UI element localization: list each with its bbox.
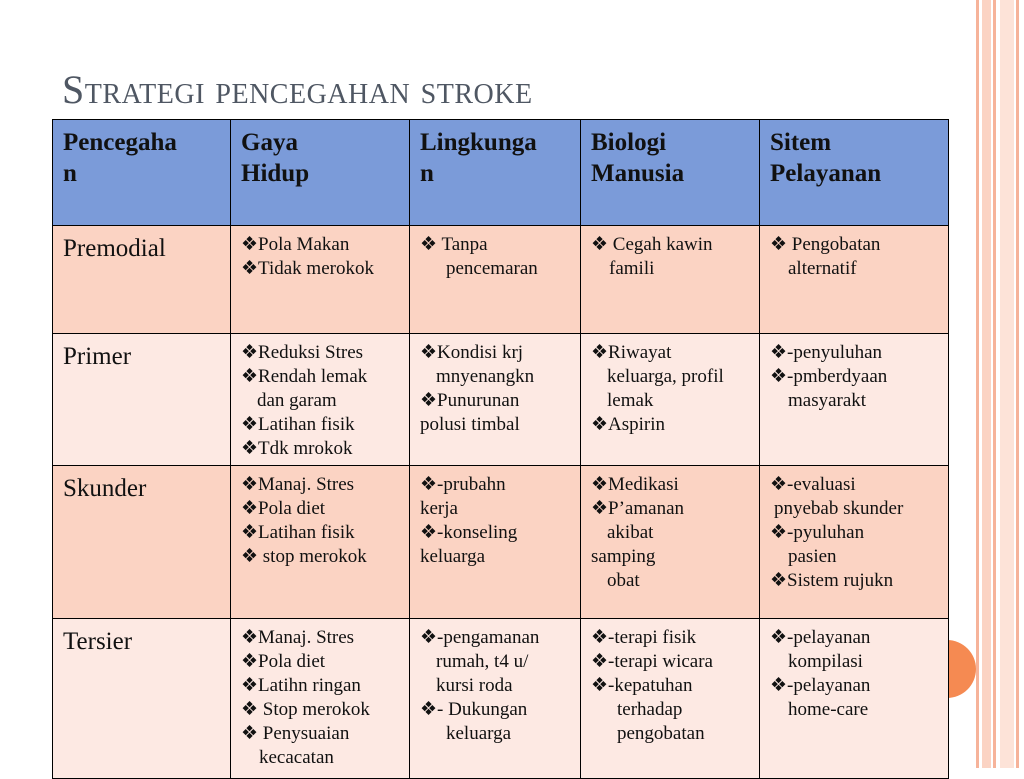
table-cell [410,226,581,334]
header-cell [53,120,231,226]
cell-text-line: terhadap [617,699,683,720]
cell-text-line: ❖Manaj. Stres [241,474,355,495]
table-cell [410,334,581,466]
cell-text-line: ❖Tdk mrokok [241,438,353,459]
header-text: Sitem [770,129,832,156]
cell-text-line: ❖Latihan fisik [241,522,355,543]
table-cell [231,334,410,466]
cell-text-line: famili [609,258,655,279]
cell-text-line: ❖Rendah lemak [241,366,368,387]
table-cell [760,466,949,619]
header-text: Pencegaha [63,129,177,156]
cell-text-line: ❖ Tanpa [420,234,488,255]
cell-text-line: alternatif [788,258,857,279]
header-text: Hidup [241,160,310,187]
cell-text-line: obat [607,570,640,591]
cell-text-line: pengobatan [617,723,705,744]
cell-text-line: dan garam [257,390,337,411]
cell-text-line: ❖-terapi fisik [591,627,697,648]
cell-text-line: ❖Aspirin [591,414,666,435]
table-row [53,466,949,619]
row-label: Skunder [53,466,231,619]
table-row [53,334,949,466]
cell-text-line: lemak [607,390,654,411]
cell-text-line: ❖Pola diet [241,651,326,672]
cell-text-line: ❖-pengamanan [420,627,540,648]
cell-text-line: ❖-prubahn [420,474,506,495]
cell-text-line: kursi roda [436,675,513,696]
cell-text-line: ❖ Pengobatan [770,234,881,255]
table-cell [410,619,581,779]
table-row [53,226,949,334]
cell-text-line: ❖ Penysuaian [241,723,350,744]
header-cell [760,120,949,226]
cell-text-line: ❖Punurunan [420,390,520,411]
cell-text-line: kerja [420,498,458,519]
table-cell [581,466,760,619]
table-cell [760,226,949,334]
cell-text-line: kompilasi [788,651,863,672]
cell-text-line: pencemaran [446,258,538,279]
header-text: Pelayanan [770,160,882,187]
cell-text-line: ❖ Stop merokok [241,699,370,720]
header-cell [581,120,760,226]
cell-text-line: kecacatan [259,747,334,768]
cell-text-line: ❖-konseling [420,522,518,543]
cell-text-line: ❖Kondisi krj [420,342,524,363]
table-cell [760,619,949,779]
header-text: Lingkunga [420,129,537,156]
cell-text-line: ❖P’amanan [591,498,685,519]
table-row [53,619,949,779]
cell-text-line: pasien [788,546,837,567]
cell-text-line: ❖Medikasi [591,474,679,495]
header-text: Gaya [241,129,298,156]
table-cell [231,466,410,619]
header-row [53,120,949,226]
row-label: Premodial [53,226,231,334]
cell-text-line: keluarga, profil [607,366,724,387]
table-cell [581,226,760,334]
cell-text-line: ❖-terapi wicara [591,651,713,672]
header-cell [410,120,581,226]
cell-text-line: ❖-pelayanan [770,675,871,696]
cell-text-line: ❖Sistem rujukn [770,570,894,591]
cell-text-line: ❖- Dukungan [420,699,528,720]
cell-text-line: ❖-pyuluhan [770,522,865,543]
row-label: Primer [53,334,231,466]
table-cell [581,334,760,466]
header-text: n [63,160,77,187]
cell-text-line: ❖Pola diet [241,498,326,519]
cell-text-line: home-care [788,699,869,720]
cell-text-line: ❖Riwayat [591,342,672,363]
table-cell [760,334,949,466]
cell-text-line: mnyenangkn [436,366,535,387]
decorative-stripes [974,0,1024,768]
cell-text-line: keluarga [446,723,512,744]
cell-text-line: ❖-kepatuhan [591,675,693,696]
cell-text-line: ❖Pola Makan [241,234,350,255]
cell-text-line: ❖-pelayanan [770,627,871,648]
cell-text-line: samping [591,546,656,567]
table-cell [410,466,581,619]
cell-text-line: pnyebab skunder [774,498,904,519]
cell-text-line: keluarga [420,546,486,567]
header-cell [231,120,410,226]
cell-text-line: akibat [607,522,654,543]
header-text: Manusia [591,160,685,187]
cell-text-line: ❖-pmberdyaan [770,366,888,387]
table-cell [581,619,760,779]
slide-title: Strategi pencegahan stroke [62,67,533,112]
cell-text-line: ❖Latihn ringan [241,675,361,696]
cell-text-line: ❖Latihan fisik [241,414,355,435]
cell-text-line: rumah, t4 u/ [436,651,529,672]
header-text: n [420,160,434,187]
prevention-table [52,119,949,779]
cell-text-line: ❖Manaj. Stres [241,627,355,648]
cell-text-line: ❖ Cegah kawin [591,234,713,255]
table-cell [231,619,410,779]
cell-text-line: masyarakt [788,390,867,411]
cell-text-line: ❖-penyuluhan [770,342,883,363]
cell-text-line: ❖Tidak merokok [241,258,374,279]
cell-text-line: ❖-evaluasi [770,474,856,495]
cell-text-line: ❖Reduksi Stres [241,342,364,363]
header-text: Biologi [591,129,667,156]
cell-text-line: ❖ stop merokok [241,546,367,567]
row-label: Tersier [53,619,231,779]
table-cell [231,226,410,334]
cell-text-line: polusi timbal [420,414,520,435]
